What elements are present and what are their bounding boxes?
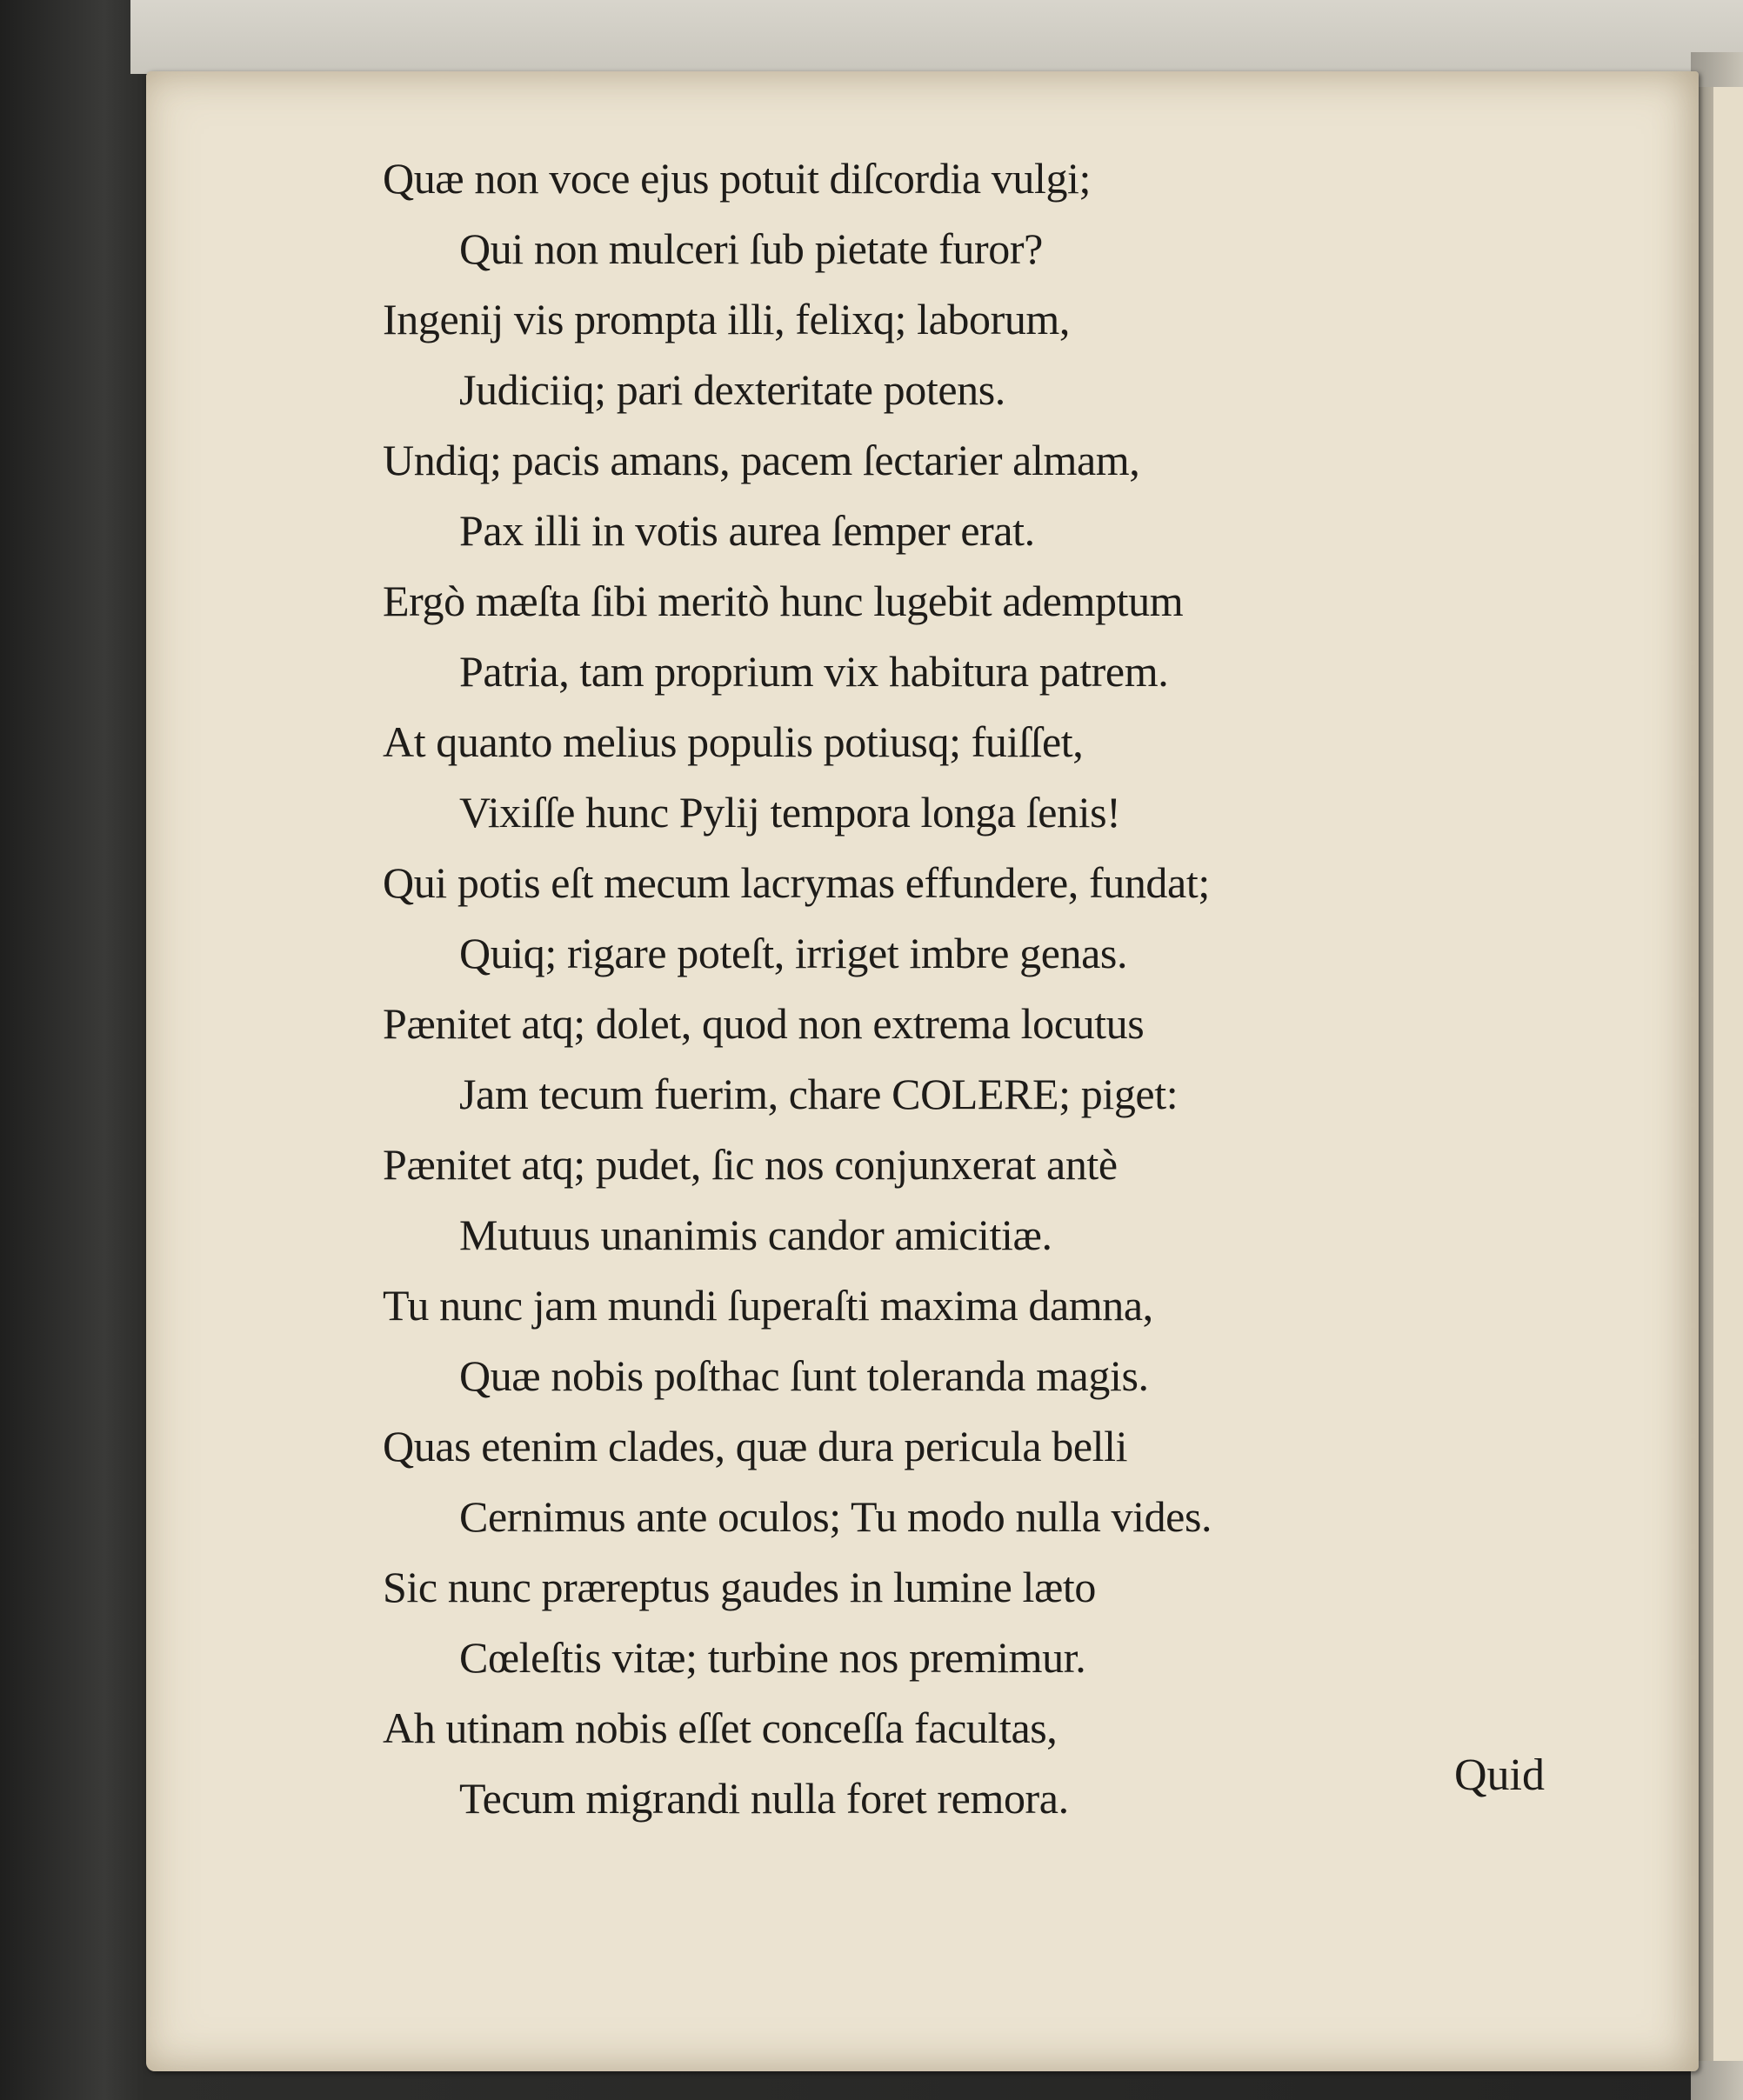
verse-line: Ingenij vis prompta illi, felixq; laborum, [383, 295, 1071, 343]
verse-line: Qui potis eſt mecum lacrymas effundere, fundat; [383, 858, 1210, 907]
verse-line: Ergò mæſta ſibi meritò hunc lugebit ademptum [383, 577, 1184, 625]
verse-line: Cœleſtis vitæ; turbine nos premimur. [459, 1633, 1086, 1682]
verse-line: Patria, tam proprium vix habitura patrem. [459, 647, 1169, 696]
verse-line: Vixiſſe hunc Pylij tempora longa ſenis! [459, 788, 1121, 837]
verse-line: Ah utinam nobis eſſet conceſſa facultas, [383, 1703, 1058, 1752]
verse-line: Judiciiq; pari dexteritate potens. [459, 365, 1005, 414]
verse-line: Jam tecum fuerim, chare COLERE; piget: [459, 1070, 1179, 1118]
verse-line: Tecum migrandi nulla foret remora. [459, 1774, 1069, 1823]
verse-line: Undiq; pacis amans, pacem ſectarier almam, [383, 436, 1140, 484]
gutter-shadow [1696, 87, 1713, 2061]
verse-line: At quanto melius populis potiusq; fuiſſet, [383, 717, 1084, 766]
verse-line: Mutuus unanimis candor amicitiæ. [459, 1210, 1052, 1259]
verse-line: Cernimus ante oculos; Tu modo nulla vides. [459, 1492, 1212, 1541]
verse-line: Quæ non voce ejus potuit diſcordia vulgi; [383, 154, 1092, 203]
verse-line: Tu nunc jam mundi ſuperaſti maxima damna, [383, 1281, 1153, 1330]
verse-line: Quæ nobis poſthac ſunt toleranda magis. [459, 1351, 1149, 1400]
verse-line: Quiq; rigare poteſt, irriget imbre genas. [459, 929, 1128, 977]
verse-line: Pax illi in votis aurea ſemper erat. [459, 506, 1035, 555]
verse-line: Pænitet atq; dolet, quod non extrema locutus [383, 999, 1145, 1048]
verse-line: Qui non mulceri ſub pietate furor? [459, 224, 1043, 273]
poem-verses [383, 143, 1635, 1834]
page-top-edge [130, 0, 1743, 74]
verse-line: Sic nunc præreptus gaudes in lumine læto [383, 1563, 1097, 1611]
catchword: Quid [1454, 1750, 1545, 1800]
verse-line: Quas etenim clades, quæ dura pericula belli [383, 1422, 1128, 1470]
verse-line: Pænitet atq; pudet, ſic nos conjunxerat antè [383, 1140, 1118, 1189]
